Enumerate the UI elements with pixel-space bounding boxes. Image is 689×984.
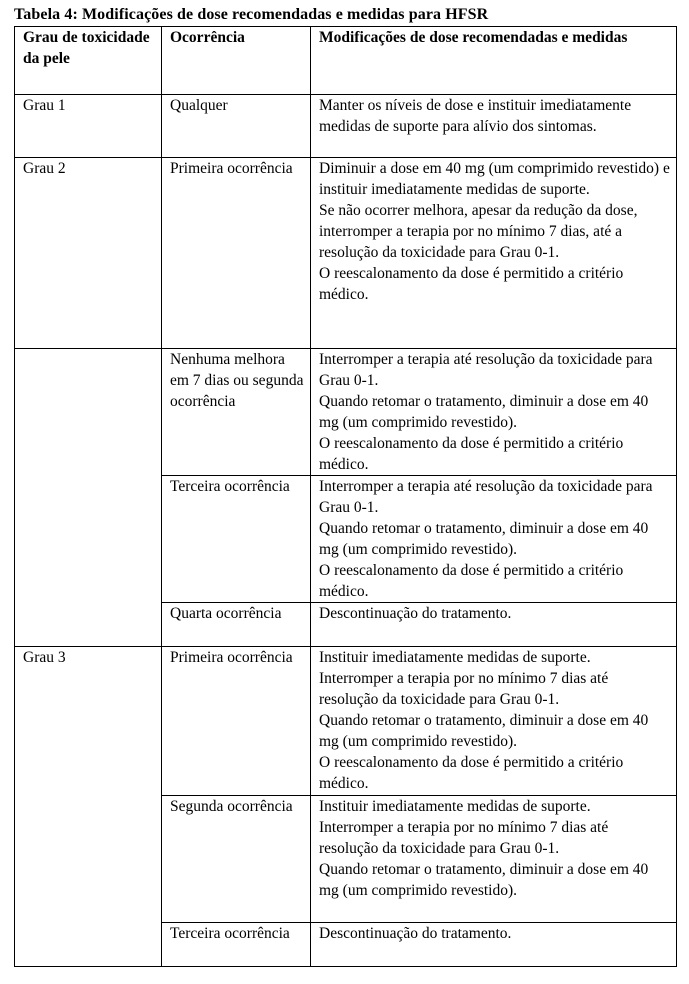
grade-cell: Grau 2	[15, 158, 162, 349]
measure-text: Descontinuação do tratamento.	[319, 605, 512, 622]
table-row	[15, 923, 677, 967]
measure-text: Quando retomar o tratamento, diminuir a dose em 40 mg (um comprimido revestido).	[319, 393, 649, 431]
measures-cell	[311, 158, 677, 349]
table-caption: Tabela 4: Modificações de dose recomendadas e medidas para HFSR	[14, 6, 489, 23]
table-row	[15, 476, 677, 603]
table-row	[15, 796, 677, 923]
occurrence-cell: Primeira ocorrência	[162, 647, 311, 796]
occurrence-cell: Terceira ocorrência	[162, 923, 311, 967]
header-measures: Modificações de dose recomendadas e medidas	[311, 27, 677, 95]
measure-text: Descontinuação do tratamento.	[319, 925, 512, 942]
occurrence-cell: Primeira ocorrência	[162, 158, 311, 349]
table-row	[15, 158, 677, 349]
measures-cell	[311, 796, 677, 923]
measure-text: O reescalonamento da dose é permitido a critério médico.	[319, 562, 624, 600]
measures-cell	[311, 476, 677, 603]
measure-text: Interromper a terapia por no mínimo 7 dias até resolução da toxicidade para Grau 0-1.	[319, 819, 609, 857]
grade-cell: Grau 1	[15, 95, 162, 158]
measure-text: Quando retomar o tratamento, diminuir a dose em 40 mg (um comprimido revestido).	[319, 712, 649, 750]
header-occurrence: Ocorrência	[162, 27, 311, 95]
measure-text: Interromper a terapia até resolução da toxicidade para Grau 0-1.	[319, 351, 653, 389]
measure-text: O reescalonamento da dose é permitido a critério médico.	[319, 435, 624, 473]
table-row	[15, 603, 677, 647]
measure-text: Manter os níveis de dose e instituir imediatamente medidas de suporte para alívio dos sintomas.	[319, 97, 632, 135]
table-row	[15, 95, 677, 158]
table-row	[15, 647, 677, 796]
measure-text: Se não ocorrer melhora, apesar da redução da dose, interromper a terapia por no mínimo 7 dias, até a resolução da toxicidade para Grau 0-1.	[319, 202, 638, 261]
occurrence-cell: Nenhuma melhora em 7 dias ou segunda ocorrência	[162, 349, 311, 476]
occurrence-cell: Qualquer	[162, 95, 311, 158]
occurrence-cell: Terceira ocorrência	[162, 476, 311, 603]
measure-text: Interromper a terapia por no mínimo 7 dias até resolução da toxicidade para Grau 0-1.	[319, 670, 609, 708]
grade-cell	[15, 349, 162, 476]
measure-text: Quando retomar o tratamento, diminuir a dose em 40 mg (um comprimido revestido).	[319, 861, 649, 899]
occurrence-cell: Quarta ocorrência	[162, 603, 311, 647]
measure-text: Instituir imediatamente medidas de suporte.	[319, 649, 591, 666]
grade-cell	[15, 603, 162, 647]
measures-cell	[311, 923, 677, 967]
table-header-row	[15, 27, 677, 95]
measures-cell	[311, 95, 677, 158]
measure-text: Instituir imediatamente medidas de suporte.	[319, 798, 591, 815]
grade-cell: Grau 3	[15, 647, 162, 796]
measure-text: Diminuir a dose em 40 mg (um comprimido revestido) e instituir imediatamente medidas de suporte.	[319, 160, 670, 198]
grade-cell	[15, 476, 162, 603]
measures-cell	[311, 349, 677, 476]
measure-text: Interromper a terapia até resolução da toxicidade para Grau 0-1.	[319, 478, 653, 516]
dose-modification-table	[14, 26, 677, 967]
grade-cell	[15, 796, 162, 923]
measure-text: O reescalonamento da dose é permitido a critério médico.	[319, 754, 624, 792]
measures-cell	[311, 647, 677, 796]
occurrence-cell: Segunda ocorrência	[162, 796, 311, 923]
measure-text: Quando retomar o tratamento, diminuir a dose em 40 mg (um comprimido revestido).	[319, 520, 649, 558]
header-grade: Grau de toxicidade da pele	[15, 27, 162, 95]
grade-cell	[15, 923, 162, 967]
measure-text: O reescalonamento da dose é permitido a critério médico.	[319, 265, 624, 303]
measures-cell	[311, 603, 677, 647]
table-row	[15, 349, 677, 476]
